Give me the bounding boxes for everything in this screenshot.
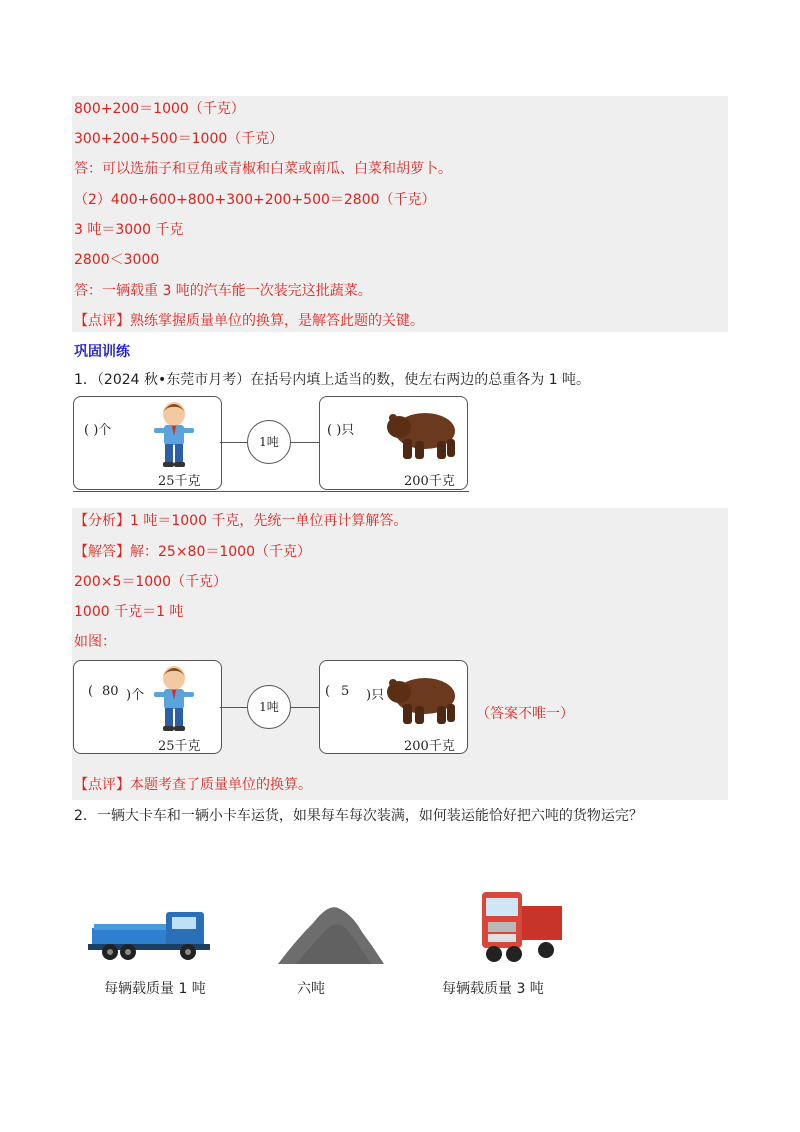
solution-review: 【点评】本题考查了质量单位的换算。 [74,777,312,793]
right-weight: 200千克 [404,474,455,489]
bear-illustration [385,668,465,728]
question-1-text: 1．（2024 秋•东莞市月考）在括号内填上适当的数，使左右两边的总重各为 1 吨。 [74,372,591,388]
small-truck-caption: 每辆载质量 1 吨 [104,981,206,997]
solution-line: （2）400+600+800+300+200+500＝2800（千克） [74,192,436,208]
analysis-line: 【分析】1 吨＝1000 千克，先统一单位再计算解答。 [74,513,408,529]
left-answer-value: 80 [102,684,119,699]
underline [73,491,469,492]
cargo-caption: 六吨 [297,981,325,997]
question-2-text: 2．一辆大卡车和一辆小卡车运货，如果每车每次装满，如何装运能恰好把六吨的货物运完？ [74,808,643,824]
right-weight: 200千克 [404,739,455,754]
left-weight: 25千克 [158,739,201,754]
solution-line: 2800＜3000 [74,252,160,268]
solution-line: 300+200+500＝1000（千克） [74,131,284,147]
solution-answer: 答：一辆载重 3 吨的汽车能一次装完这批蔬菜。 [74,283,372,299]
big-truck-caption: 每辆载质量 3 吨 [442,981,544,997]
boy-illustration [148,664,200,734]
center-circle: 1吨 [247,420,291,464]
solution-review: 【点评】熟练掌握质量单位的换算，是解答此题的关键。 [74,313,424,329]
bear-illustration [385,403,465,463]
left-close-paren: )个 [126,688,145,703]
big-truck-illustration [480,888,564,966]
answer-line: 【解答】解：25×80＝1000（千克） [74,544,311,560]
solution-answer: 答：可以选茄子和豆角或青椒和白菜或南瓜、白菜和胡萝卜。 [74,161,452,177]
center-circle: 1吨 [247,685,291,729]
answer-note: （答案不唯一） [476,706,574,722]
right-answer-value: 5 [341,684,350,699]
right-open-paren: ( [325,684,331,699]
section-title: 巩固训练 [74,344,130,360]
solution-line: 200×5＝1000（千克） [74,574,227,590]
left-blank: ( )个 [84,423,112,438]
right-blank: ( )只 [327,423,355,438]
solution-line: 1000 千克＝1 吨 [74,604,184,620]
small-truck-illustration [88,902,216,964]
solution-line: 3 吨＝3000 千克 [74,222,184,238]
boy-illustration [148,400,200,470]
cargo-pile-illustration [276,900,386,966]
left-weight: 25千克 [158,474,201,489]
right-close-paren: )只 [366,688,385,703]
solution-line: 800+200＝1000（千克） [74,101,245,117]
solution-line: 如图： [74,634,116,650]
left-open-paren: ( [88,684,94,699]
